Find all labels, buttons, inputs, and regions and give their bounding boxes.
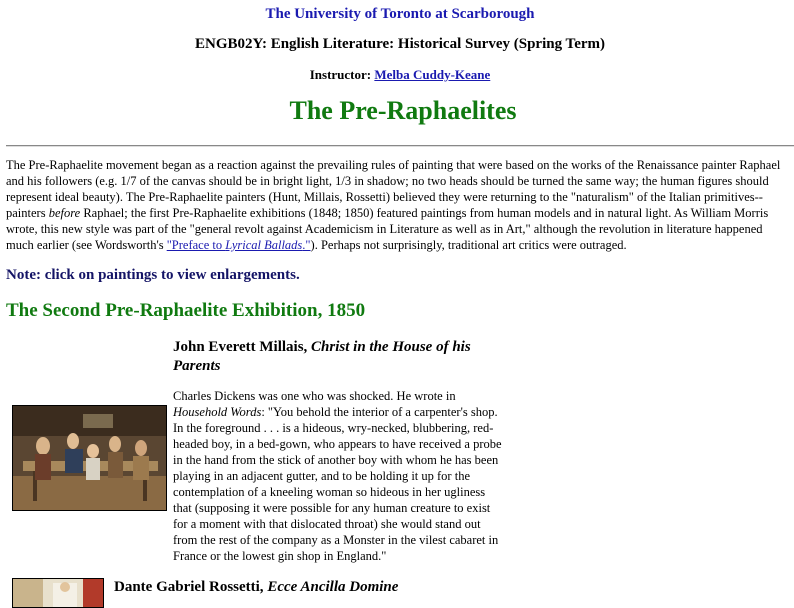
- intro-text-2: Raphael; the first Pre-Raphaelite exhibitions (1848; 1850) featured paintings from human models and in natural light. As William Morris wrote, this new style was part of the "general revolt against Academicism in Literature as well as in Art," although the revolution in literature happened much earlier (see Wordsworth's: [6, 206, 769, 252]
- household-words-title: Household Words: [173, 405, 262, 419]
- instructor-line: [0, 67, 794, 83]
- intro-text-1: The Pre-Raphaelite movement began as a reaction against the prevailing rules of painting that were based on the works of the Renaissance painter Raphael and his followers (e.g. 1/7 of the canvas should be in bright light, 1/3 in shadow; no two heads should be turned the same way; the human figures should represent ideal beauty). The Pre-Raphaelite painters (Hunt, Millais, Rossetti) believed they were returning to the "naturalism" of the Italian primitives--painters: [6, 158, 781, 220]
- intro-paragraph: [6, 157, 790, 253]
- instructor-label: Instructor:: [309, 67, 372, 82]
- horizontal-divider: [6, 145, 794, 147]
- section-heading: The Second Pre-Raphaelite Exhibition, 1850: [6, 300, 366, 321]
- painting-thumbnail-ecce-ancilla[interactable]: [12, 578, 104, 608]
- instructor-link[interactable]: Melba Cuddy-Keane: [374, 67, 491, 82]
- painting-image: [13, 579, 104, 608]
- painting1-title: Christ in the House of his Parents: [173, 339, 471, 374]
- painting2-title: Ecce Ancilla Domine: [267, 579, 399, 595]
- painting1-commentary: Charles Dickens was one who was shocked. He wrote in Household Words: "You behold the interior of a carpenter's shop. In the foreground . . . is a hideous, wry-necked, blubbering, red-headed boy, in a bed-gown, who appears to have received a probe in the hand from the stick of another boy with whom he has been playing in an adjacent gutter, and to be holding it up for the contemplation of a kneeling woman so hideous in her ugliness that (supposing it were possible for any human creature to exist for a moment with that dislocated throat) she would stand out from the rest of the company as a Monster in the vilest cabaret in France or the lowest gin shop in England.": [173, 389, 502, 563]
- course-heading: ENGB02Y: English Literature: Historical Survey (Spring Term): [194, 36, 605, 52]
- university-heading: The University of Toronto at Scarborough: [265, 6, 535, 22]
- intro-text-3: ). Perhaps not surprisingly, traditional art critics were outraged.: [310, 238, 627, 252]
- painting-image: [13, 406, 167, 511]
- enlargement-note: Note: click on paintings to view enlargements.: [6, 267, 300, 283]
- preface-link[interactable]: "Preface to Lyrical Ballads.": [166, 238, 311, 252]
- page-title: The Pre-Raphaelites: [289, 96, 517, 125]
- painting2-caption: [114, 579, 398, 596]
- painting2-artist: Dante Gabriel Rossetti,: [114, 579, 268, 595]
- painting-thumbnail-christ-in-house[interactable]: [12, 405, 167, 511]
- painting1-artist: John Everett Millais,: [173, 339, 312, 355]
- intro-before-word: before: [48, 206, 81, 220]
- painting1-caption: [173, 338, 493, 376]
